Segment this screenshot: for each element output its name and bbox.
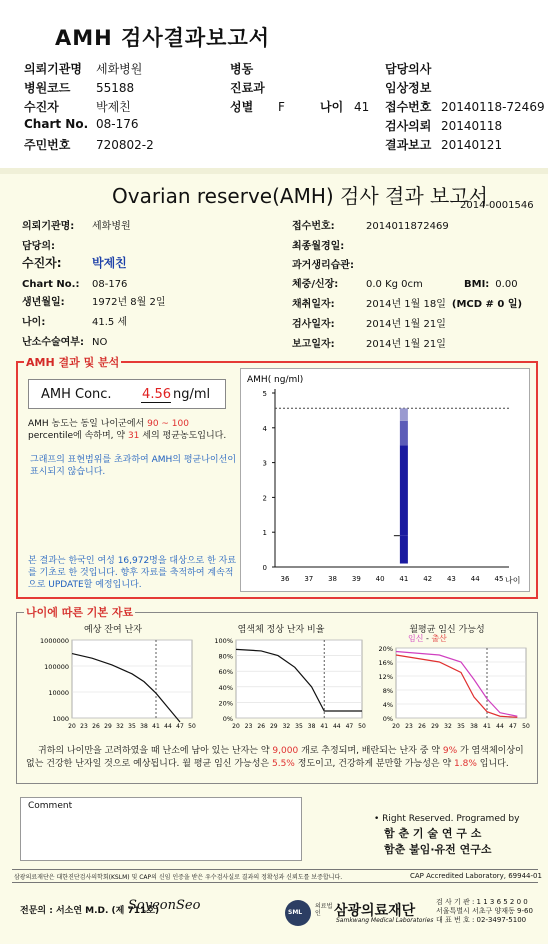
amh-y-tick-label: 0 [262,564,267,572]
clinical-info-label: 임상정보 [385,81,432,95]
institution-label: 의뢰기관명 [24,62,82,76]
sheet-collect-label: 채취일자: [292,299,335,310]
amh-x-tick-label: 41 [399,575,409,583]
amh-x-tick-label: 38 [328,575,338,583]
certification-text: 삼광의료재단은 대한진단검사의학회(KSLM) 및 CAP의 신임 인증을 받은 우수검사실로 결과의 정확성과 신뢰도를 보증합니다. [14,874,343,881]
hospital-code-label: 병원코드 [24,81,71,95]
summary-h: 정도이고, [297,759,336,769]
mini3-y-tick-label: 4% [382,701,393,709]
amh-text-1e: 세의 평균농도입니다. [142,431,227,441]
header-left-column [24,60,154,155]
footer-rule-bottom [12,882,538,883]
mini2-x-tick-label: 50 [358,723,366,730]
amh-x-tick-label: 39 [351,575,361,583]
hospital-code-value: 55188 [96,81,135,95]
basics-summary [26,745,532,771]
mini1-x-tick-label: 41 [152,723,160,730]
mini1-x-tick-label: 26 [92,723,100,730]
sheet-lmp-label: 최종월경일: [292,241,345,252]
summary-pregnancy-rate: 5.5% [271,759,295,769]
amh-percentile-segment [400,421,408,445]
mini3-y-tick-label: 0% [382,715,393,723]
normal-egg-ratio-chart [200,634,370,738]
chart3-legend-birth: 출산 [431,634,447,643]
main-phone: 대 표 번 호 : 02-3497-5100 [436,916,527,924]
summary-d: 약 [431,746,440,756]
ward-label: 병동 [230,62,254,76]
sheet-mcd-value: (MCD # 0 일) [451,299,523,310]
mini3-x-tick-label: 47 [509,723,517,730]
request-date-value: 20140118 [441,119,503,133]
comment-box [20,797,302,861]
amh-chart-xlabel: 나이 [505,576,521,585]
sheet-doctor-label: 담당의: [22,241,55,252]
foundation-contact [436,898,533,925]
summary-birth-rate: 1.8% [454,759,477,769]
foundation-address: 서울특별시 서초구 양재동 9-60 [436,907,533,915]
mini3-y-tick-label: 16% [378,659,393,667]
sheet-receipt-label: 접수번호: [292,221,335,232]
foundation-logo-icon: SML [285,900,311,926]
mini2-y-tick-label: 60% [218,668,233,677]
amh-x-tick-label: 37 [304,575,314,583]
foundation-name: 삼광의료재단 [334,903,416,919]
mini3-x-tick-label: 29 [431,723,439,730]
sheet-history-label: 과거생리습관: [292,260,354,271]
amh-percentile-text [28,418,236,442]
mini2-x-tick-label: 20 [232,723,240,730]
amh-chart-ylabel: AMH( ng/ml) [247,375,304,385]
sheet-dob-label: 생년월일: [22,297,65,308]
sheet-test-date-value: 2014년 1월 21일 [366,319,446,330]
chart3-legend-pregnancy: 임신 [408,634,424,643]
amh-data-note: 본 결과는 한국인 여성 16,972명을 대상으로 한 자료를 기초로 한 것입니다. 향후 자료를 축적하여 계속적으로 UPDATE할 예정입니다. [28,556,237,590]
mini2-y-tick-label: 80% [218,652,233,661]
sheet-report-date-value: 2014년 1월 21일 [366,339,446,350]
mini2-x-tick-label: 32 [282,723,291,730]
amh-y-tick-label: 2 [262,494,267,503]
mini1-x-tick-label: 32 [116,723,124,730]
mini1-x-tick-label: 44 [164,723,172,730]
amh-y-tick-label: 4 [262,424,267,433]
sheet-body-label: 체중/신장: [292,279,339,290]
amh-conc-value: 4.56 [142,387,171,402]
mini2-x-tick-label: 35 [295,723,303,730]
chart2-title: 염색체 정상 난자 비율 [237,625,325,635]
summary-eggs-count: 9,000 [272,746,299,756]
sheet-surgery-label: 난소수술여부: [22,337,84,348]
pregnancy-chance-chart [366,642,536,738]
summary-c: 개로 추정되며, 배란되는 난자 중 [301,746,429,756]
header-right-column [385,60,545,155]
mini2-plot-area [236,640,362,718]
amh-conc-unit: ng/ml [173,387,211,402]
sheet-report-date-label: 보고일자: [292,339,335,350]
amh-percentile-segment [400,408,408,421]
comment-label: Comment [28,801,73,811]
mini3-x-tick-label: 26 [418,723,426,730]
sheet-bmi-value: 0.00 [495,279,518,290]
sheet-chart-label: Chart No.: [22,279,80,290]
remaining-eggs-chart [30,634,200,738]
resident-id-label: 주민번호 [24,138,71,152]
mini2-y-tick-label: 20% [218,699,233,708]
dept-label: 진료과 [230,81,265,95]
report-number: 2014-0001546 [460,200,534,211]
mini3-x-tick-label: 50 [522,723,530,730]
mini2-y-tick-label: 100% [214,637,233,645]
mini2-y-tick-label: 40% [218,683,233,692]
mini3-x-tick-label: 38 [470,723,478,730]
sheet-patient-label: 수진자: [22,256,62,270]
mini1-x-tick-label: 50 [188,723,196,730]
chart3-title: 월평균 임신 가능성 [409,625,485,635]
mini1-y-tick-label: 1000 [52,715,69,723]
mini2-y-tick-label: 0% [222,715,233,723]
amh-section-title: AMH 결과 및 분석 [26,356,120,369]
report-sheet-title: Ovarian reserve(AMH) 검사 결과 보고서 [112,184,488,208]
sheet-bmi-label: BMI: [464,279,490,290]
amh-text-1c: percentile에 속하며, 약 [28,431,126,441]
sheet-surgery-value: NO [92,337,108,348]
basics-section-title: 나이에 따른 기본 자료 [26,606,134,619]
amh-y-tick-label: 5 [262,390,267,398]
sheet-collect-value: 2014년 1월 18일 [366,299,446,310]
mini3-x-tick-label: 41 [483,723,491,730]
sex-value: F [278,100,285,114]
amh-y-tick-label: 1 [262,529,267,538]
sheet-age-value: 41.5 세 [92,317,128,328]
research-lab-2: 함춘 불임·유전 연구소 [384,843,492,856]
mini1-y-tick-label: 100000 [44,663,69,671]
age-value: 41 [354,100,370,114]
specialist-text: 전문의 : 서소연 M.D. (제 711호) [20,906,160,916]
amh-conc-label: AMH Conc. [41,387,112,402]
mini1-y-tick-label: 10000 [48,689,69,697]
report-date-value: 20140121 [441,138,503,152]
sheet-chart-value: 08-176 [92,279,128,290]
mini1-x-tick-label: 38 [140,723,148,730]
amh-text-1a: AMH 농도는 동일 나이군에서 [28,419,145,429]
summary-i: 건강하게 분만할 가능성은 약 [338,759,452,769]
report-date-label: 결과보고 [385,138,432,152]
age-label: 나이 [320,100,344,114]
patient-info-right [292,214,542,352]
sheet-dob-value: 1972년 8월 2일 [92,297,166,308]
amh-x-tick-label: 45 [494,575,504,583]
sheet-institution-label: 의뢰기관명: [22,221,75,232]
amh-x-tick-label: 44 [470,575,480,583]
amh-x-tick-label: 43 [446,575,456,583]
request-date-label: 검사의뢰 [385,119,432,133]
institution-value: 세화병원 [96,62,143,76]
amh-range-note: 그래프의 표현범위를 초과하여 AMH의 평균나이선이 표시되지 않습니다. [30,455,237,477]
receipt-no-label: 접수번호 [385,100,432,114]
chart-no-label: Chart No. [24,117,89,131]
footer-rule-top [12,869,538,870]
sex-label: 성별 [230,100,254,114]
mini1-x-tick-label: 35 [128,723,136,730]
report-main-title: AMH 검사결과보고서 [55,26,271,50]
rights-text: • Right Reserved. Programed by [374,814,520,824]
header-mid-column [230,60,369,117]
resident-id-value: 720802-2 [96,138,154,152]
amh-percentile-segment [400,536,408,564]
patient-info-left [22,214,262,350]
patient-label: 수진자 [24,100,59,114]
cap-accreditation: CAP Accredited Laboratory, 69944-01 [410,872,542,880]
chart1-title: 예상 잔여 난자 [84,625,142,635]
mini2-x-tick-label: 38 [307,723,316,730]
sheet-patient-value: 박제친 [92,256,127,270]
summary-k: 입니다. [479,759,509,769]
summary-a: 귀하의 나이만을 고려하였을 때 난소에 남아 있는 난자는 약 [38,746,270,756]
lab-code: 검 사 기 관 : 1 1 3 6 5 2 0 0 [436,898,528,906]
amh-x-tick-label: 42 [423,575,433,583]
receipt-no-value: 20140118-72469 [441,100,545,114]
mini1-x-tick-label: 20 [68,723,76,730]
mini1-x-tick-label: 29 [104,723,112,730]
mini3-x-tick-label: 20 [392,723,400,730]
amh-bar-chart [241,369,531,593]
mini3-x-tick-label: 44 [496,723,504,730]
mini3-y-tick-label: 8% [382,687,393,695]
summary-normal-ratio: 9% [442,746,458,756]
mini3-x-tick-label: 35 [457,723,465,730]
research-lab-1: 함 춘 기 술 연 구 소 [384,827,482,840]
patient-value: 박제친 [96,100,131,114]
sheet-top-edge [0,168,548,174]
amh-y-tick-label: 3 [262,459,267,468]
mini3-y-tick-label: 20% [378,645,393,653]
mini1-y-tick-label: 1000000 [40,637,69,645]
amh-percentile-range: 90 ~ 100 [147,419,189,429]
sheet-age-label: 나이: [22,317,46,328]
amh-equivalent-age: 31 [127,431,140,441]
mini3-y-tick-label: 12% [378,673,393,681]
mini2-x-tick-label: 41 [320,723,329,730]
sheet-test-date-label: 검사일자: [292,319,335,330]
amh-x-tick-label: 40 [375,575,385,583]
mini1-x-tick-label: 23 [80,723,88,730]
chart3-legend: 임신 - 출산 [408,634,447,643]
foundation-english-name: Samkwang Medical Laboratories [336,917,434,924]
amh-chart-frame [240,368,530,592]
mini3-x-tick-label: 32 [444,723,452,730]
mini2-x-tick-label: 29 [269,723,278,730]
mini3-x-tick-label: 23 [405,723,413,730]
mini2-x-tick-label: 26 [257,723,266,730]
mini2-x-tick-label: 44 [332,723,341,730]
doctor-label: 담당의사 [385,62,432,76]
mini1-x-tick-label: 47 [176,723,184,730]
amh-percentile-segment [400,445,408,535]
sheet-body-value: 0.0 Kg 0cm [366,279,423,290]
chart-no-value: 08-176 [96,117,139,131]
summary-f: 가 염색체이상이 없는 건강한 난자일 것으로 예상됩니다. 월 평균 임신 가능성은 [26,746,524,769]
amh-conc-box [28,379,226,409]
specialist-signature: SoyeonSeo [128,898,201,913]
mini2-x-tick-label: 47 [345,723,354,730]
foundation-prefix: 의료법인 [315,903,333,917]
sheet-receipt-value: 2014011872469 [366,221,449,232]
mini2-x-tick-label: 23 [244,723,253,730]
sheet-institution-value: 세화병원 [92,221,131,232]
amh-x-tick-label: 36 [280,575,290,583]
mini1-plot-area [72,640,192,718]
